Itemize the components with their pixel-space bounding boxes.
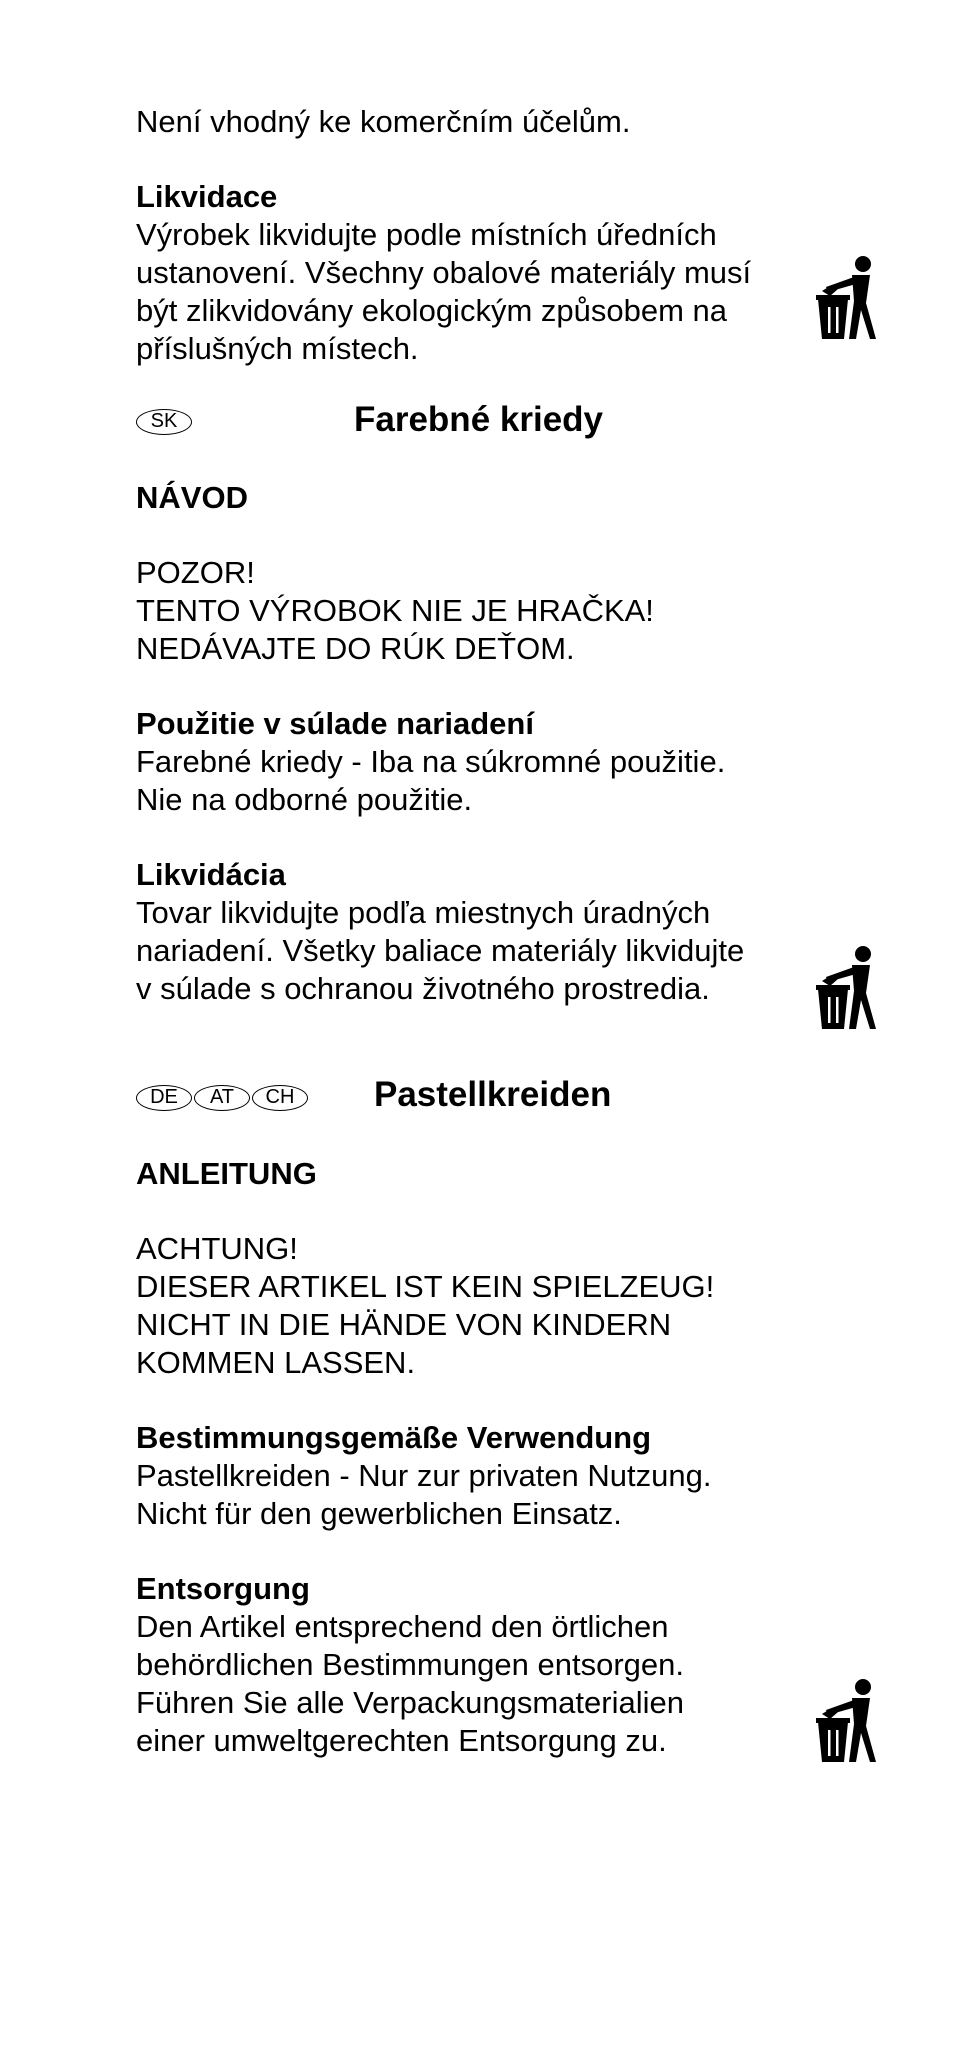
cz-disposal-line: Výrobek likvidujte podle místních úředních — [136, 217, 717, 252]
de-disposal-line: behördlichen Bestimmungen entsorgen. — [136, 1647, 685, 1682]
country-badge-ch: CH — [252, 1085, 308, 1111]
cz-commercial-note: Není vhodný ke komerčním účelům. — [136, 104, 631, 139]
cz-disposal-line: příslušných místech. — [136, 331, 419, 366]
de-use-line: Nicht für den gewerblichen Einsatz. — [136, 1496, 622, 1531]
de-country-badges — [136, 1085, 308, 1111]
de-use-line: Pastellkreiden - Nur zur privaten Nutzung. — [136, 1458, 712, 1493]
sk-disposal-line: nariadení. Všetky baliace materiály likvidujte — [136, 933, 745, 968]
country-badge-at: AT — [194, 1085, 250, 1111]
trash-bin-icon — [816, 255, 880, 339]
de-disposal-line: Den Artikel entsprechend den örtlichen — [136, 1609, 669, 1644]
sk-warning-line: TENTO VÝROBOK NIE JE HRAČKA! — [136, 593, 654, 628]
sk-warning-line: POZOR! — [136, 555, 255, 590]
de-warning-line: DIESER ARTIKEL IST KEIN SPIELZEUG! — [136, 1269, 715, 1304]
cz-disposal-line: ustanovení. Všechny obalové materiály musí — [136, 255, 752, 290]
de-disposal-line: einer umweltgerechten Entsorgung zu. — [136, 1723, 667, 1758]
trash-bin-icon — [816, 1678, 880, 1762]
sk-disposal-title: Likvidácia — [136, 857, 286, 892]
sk-use-line: Farebné kriedy - Iba na súkromné použitie. — [136, 744, 726, 779]
sk-use-title: Použitie v súlade nariadení — [136, 706, 534, 741]
de-instructions-heading: ANLEITUNG — [136, 1156, 317, 1191]
sk-section-title: Farebné kriedy — [354, 400, 603, 439]
trash-bin-icon — [816, 945, 880, 1029]
sk-warning-line: NEDÁVAJTE DO RÚK DEŤOM. — [136, 631, 575, 666]
de-disposal-title: Entsorgung — [136, 1571, 310, 1606]
cz-disposal-title: Likvidace — [136, 179, 278, 214]
cz-disposal-line: být zlikvidovány ekologickým způsobem na — [136, 293, 727, 328]
country-badge-sk: SK — [136, 409, 192, 435]
de-warning-line: NICHT IN DIE HÄNDE VON KINDERN — [136, 1307, 672, 1342]
de-section-title: Pastellkreiden — [374, 1075, 612, 1114]
sk-instructions-heading: NÁVOD — [136, 480, 248, 515]
de-warning-line: ACHTUNG! — [136, 1231, 298, 1266]
sk-use-line: Nie na odborné použitie. — [136, 782, 473, 817]
de-disposal-line: Führen Sie alle Verpackungsmaterialien — [136, 1685, 684, 1720]
sk-disposal-line: v súlade s ochranou životného prostredia. — [136, 971, 710, 1006]
sk-disposal-line: Tovar likvidujte podľa miestnych úradných — [136, 895, 711, 930]
de-warning-line: KOMMEN LASSEN. — [136, 1345, 416, 1380]
country-badge-de: DE — [136, 1085, 192, 1111]
de-use-title: Bestimmungsgemäße Verwendung — [136, 1420, 652, 1455]
sk-country-badges — [136, 409, 192, 435]
